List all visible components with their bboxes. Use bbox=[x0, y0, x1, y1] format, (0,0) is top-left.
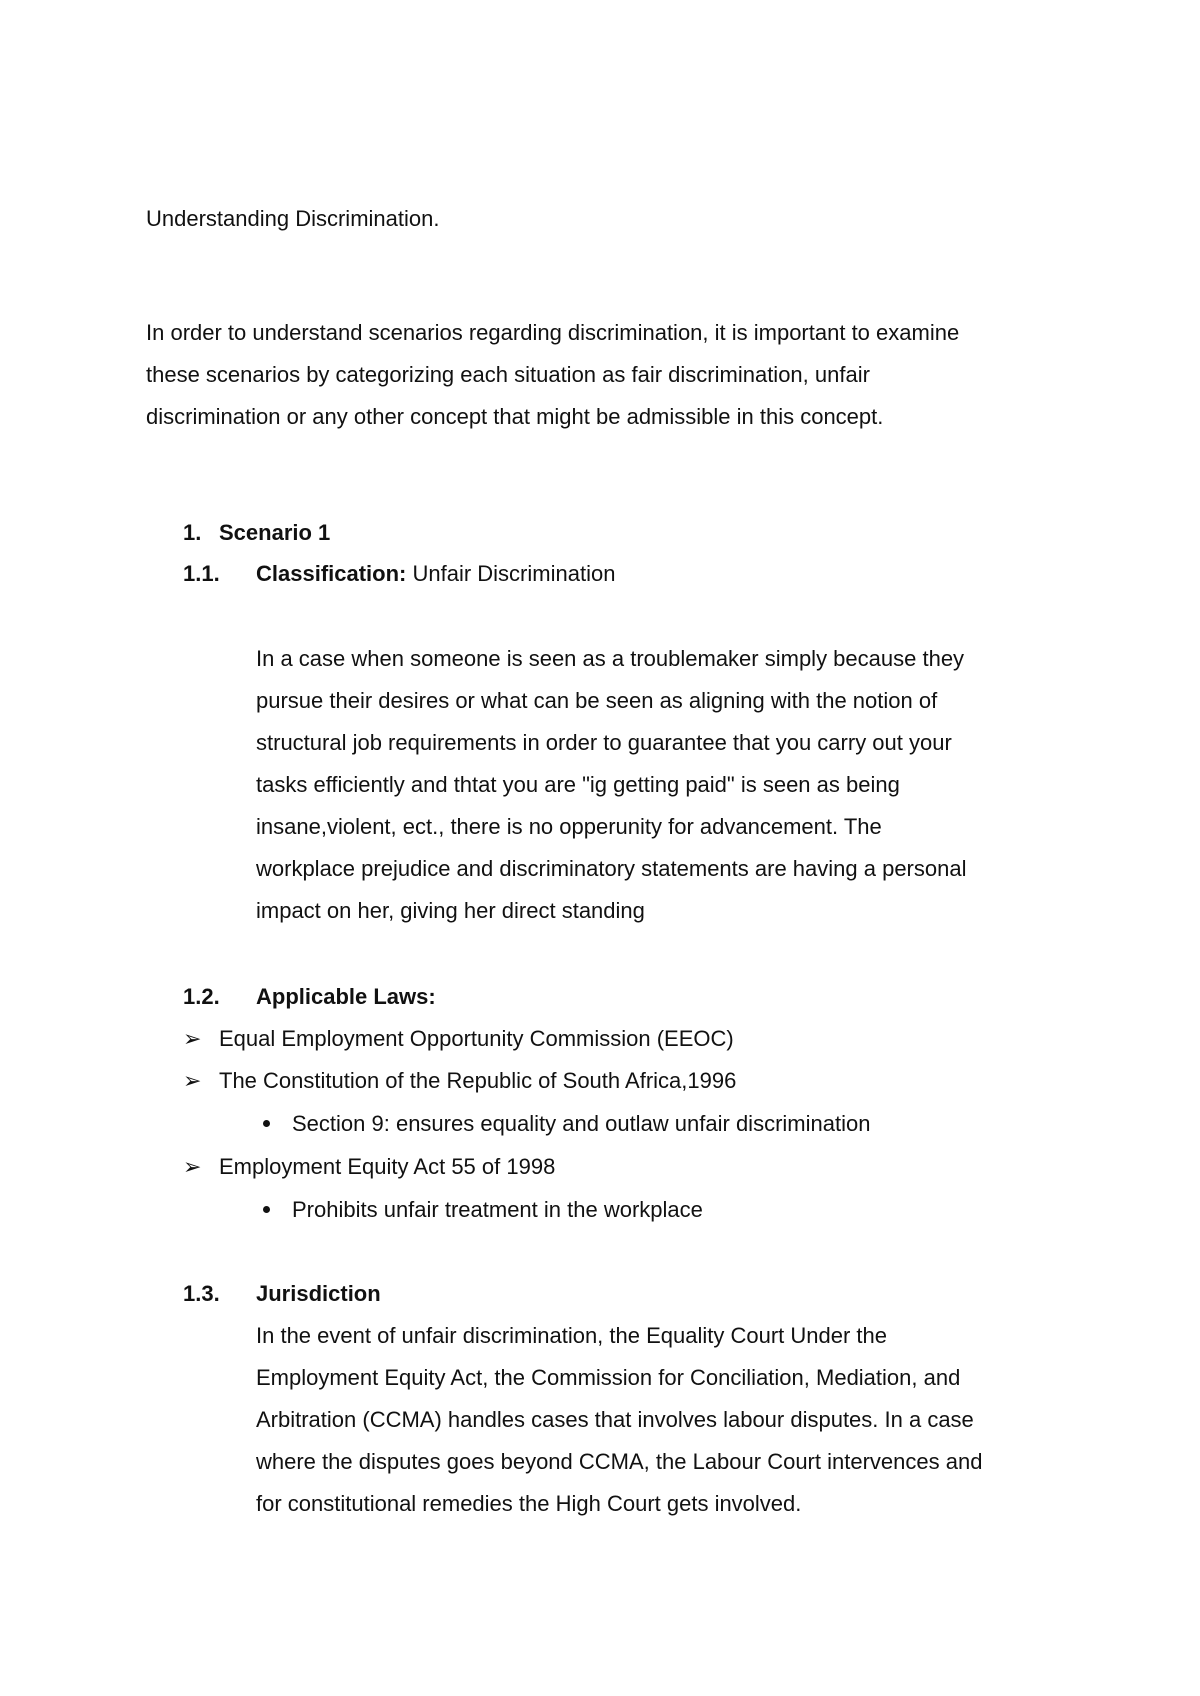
section-number: 1. bbox=[183, 520, 202, 545]
arrow-bullet-icon: ➢ bbox=[183, 1154, 202, 1179]
jurisdiction-body-line: Employment Equity Act, the Commission for Conciliation, Mediation, and bbox=[256, 1365, 961, 1390]
section-heading: Scenario 1 bbox=[219, 520, 331, 545]
jurisdiction-body-line: In the event of unfair discrimination, the Equality Court Under the bbox=[256, 1323, 888, 1348]
bullet-icon bbox=[263, 1206, 270, 1213]
arrow-bullet-icon: ➢ bbox=[183, 1026, 202, 1051]
law-item: The Constitution of the Republic of South Africa,1996 bbox=[219, 1068, 737, 1093]
jurisdiction-body-line: where the disputes goes beyond CCMA, the Labour Court intervences and bbox=[256, 1449, 983, 1474]
subsection-heading: Applicable Laws: bbox=[256, 984, 436, 1009]
scenario-body-line: impact on her, giving her direct standing bbox=[256, 898, 645, 923]
subsection-number: 1.3. bbox=[183, 1281, 220, 1306]
scenario-body-line: tasks efficiently and thtat you are "ig getting paid" is seen as being bbox=[256, 772, 900, 797]
jurisdiction-body-line: for constitutional remedies the High Court gets involved. bbox=[256, 1491, 802, 1516]
bullet-icon bbox=[263, 1120, 270, 1127]
jurisdiction-body-line: Arbitration (CCMA) handles cases that involves labour disputes. In a case bbox=[256, 1407, 974, 1432]
classification-value: Unfair Discrimination bbox=[406, 561, 616, 586]
scenario-body-line: workplace prejudice and discriminatory statements are having a personal bbox=[256, 856, 967, 881]
document-title: Understanding Discrimination. bbox=[146, 206, 440, 231]
intro-line: these scenarios by categorizing each situation as fair discrimination, unfair bbox=[146, 362, 870, 387]
law-item: Equal Employment Opportunity Commission (EEOC) bbox=[219, 1026, 734, 1051]
law-item: Employment Equity Act 55 of 1998 bbox=[219, 1154, 556, 1179]
intro-line: In order to understand scenarios regarding discrimination, it is important to examine bbox=[146, 320, 960, 345]
subsection-number: 1.1. bbox=[183, 561, 220, 586]
law-subitem: Prohibits unfair treatment in the workplace bbox=[292, 1197, 703, 1222]
subsection-heading: Jurisdiction bbox=[256, 1281, 381, 1306]
subsection-number: 1.2. bbox=[183, 984, 220, 1009]
scenario-body-line: In a case when someone is seen as a troublemaker simply because they bbox=[256, 646, 965, 671]
arrow-bullet-icon: ➢ bbox=[183, 1068, 202, 1093]
classification-line bbox=[256, 563, 615, 585]
scenario-body-line: structural job requirements in order to guarantee that you carry out your bbox=[256, 730, 952, 755]
classification-label: Classification: bbox=[256, 561, 407, 586]
scenario-body-line: insane,violent, ect., there is no opperunity for advancement. The bbox=[256, 814, 882, 839]
intro-line: discrimination or any other concept that might be admissible in this concept. bbox=[146, 404, 884, 429]
scenario-body-line: pursue their desires or what can be seen as aligning with the notion of bbox=[256, 688, 938, 713]
law-subitem: Section 9: ensures equality and outlaw unfair discrimination bbox=[292, 1111, 871, 1136]
